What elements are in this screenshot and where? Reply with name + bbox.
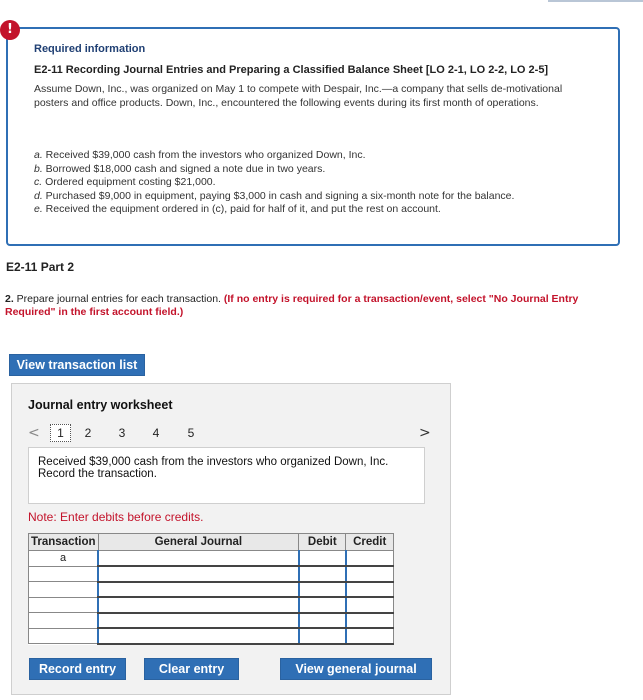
event-letter: b. bbox=[34, 162, 43, 175]
view-transaction-list-button[interactable]: View transaction list bbox=[9, 354, 145, 376]
event-text: Ordered equipment costing $21,000. bbox=[42, 176, 216, 189]
credit-input[interactable] bbox=[346, 613, 394, 629]
event-letter: a. bbox=[34, 149, 43, 161]
debit-input[interactable] bbox=[299, 628, 346, 644]
debit-input[interactable] bbox=[299, 613, 346, 629]
event-text: Received $39,000 cash from the investors who organized Down, Inc. bbox=[42, 149, 366, 161]
credit-input[interactable] bbox=[346, 597, 394, 613]
transaction-cell bbox=[29, 597, 99, 613]
event-item bbox=[34, 163, 514, 177]
view-general-journal-button[interactable]: View general journal bbox=[280, 658, 432, 680]
event-list bbox=[34, 149, 514, 217]
event-letter: e. bbox=[34, 203, 43, 216]
column-header-debit: Debit bbox=[299, 534, 346, 551]
chevron-right-icon[interactable]: > bbox=[419, 425, 431, 441]
column-header-general-journal: General Journal bbox=[98, 534, 299, 551]
transaction-description: Received $39,000 cash from the investors who organized Down, Inc. Record the transaction. bbox=[28, 447, 425, 504]
account-input[interactable] bbox=[98, 613, 299, 629]
debit-input[interactable] bbox=[299, 551, 346, 567]
credit-input[interactable] bbox=[346, 628, 394, 644]
account-input[interactable] bbox=[98, 582, 299, 598]
instruction-body: Prepare journal entries for each transaction. bbox=[13, 293, 224, 305]
journal-entry-worksheet bbox=[11, 383, 451, 695]
page-3-tab[interactable]: 3 bbox=[118, 426, 126, 440]
instruction-note: (If no entry is required for a transaction/event, select "No Journal Entry Required" in the first account field.) bbox=[5, 293, 579, 318]
transaction-cell bbox=[29, 566, 99, 582]
part-title: E2-11 Part 2 bbox=[6, 260, 75, 274]
journal-table bbox=[28, 533, 394, 645]
credit-input[interactable] bbox=[346, 566, 394, 582]
event-item bbox=[34, 203, 514, 217]
alert-icon: ! bbox=[0, 20, 20, 40]
event-text: Received the equipment ordered in (c), paid for half of it, and put the rest on account. bbox=[42, 203, 441, 216]
credit-input[interactable] bbox=[346, 551, 394, 567]
event-item bbox=[34, 176, 514, 190]
event-text: Purchased $9,000 in equipment, paying $3,000 in cash and signing a six-month note for the balance. bbox=[42, 189, 515, 202]
column-header-transaction: Transaction bbox=[29, 534, 99, 551]
debit-input[interactable] bbox=[299, 582, 346, 598]
chevron-left-icon[interactable]: < bbox=[28, 425, 40, 441]
worksheet-title: Journal entry worksheet bbox=[28, 398, 173, 412]
event-text: Borrowed $18,000 cash and signed a note due in two years. bbox=[42, 162, 326, 175]
top-divider bbox=[548, 0, 643, 2]
debits-note: Note: Enter debits before credits. bbox=[28, 510, 204, 524]
transaction-cell bbox=[29, 582, 99, 598]
journal-header-row bbox=[29, 534, 394, 551]
page-1-tab[interactable]: 1 bbox=[50, 424, 71, 442]
instruction-number: 2. bbox=[5, 293, 14, 305]
instruction-text bbox=[5, 293, 615, 319]
journal-row bbox=[29, 551, 394, 567]
event-letter: c. bbox=[34, 176, 43, 189]
debit-input[interactable] bbox=[299, 566, 346, 582]
transaction-cell: a bbox=[29, 551, 99, 567]
journal-row bbox=[29, 566, 394, 582]
journal-row bbox=[29, 582, 394, 598]
account-input[interactable] bbox=[98, 628, 299, 644]
credit-input[interactable] bbox=[346, 582, 394, 598]
account-input[interactable] bbox=[98, 597, 299, 613]
account-input[interactable] bbox=[98, 551, 299, 567]
column-header-credit: Credit bbox=[346, 534, 394, 551]
account-input[interactable] bbox=[98, 566, 299, 582]
transaction-cell bbox=[29, 613, 99, 629]
page-4-tab[interactable]: 4 bbox=[152, 426, 160, 440]
event-letter: d. bbox=[34, 189, 43, 202]
event-item bbox=[34, 149, 514, 163]
journal-row bbox=[29, 597, 394, 613]
debit-input[interactable] bbox=[299, 597, 346, 613]
event-item bbox=[34, 190, 514, 204]
exercise-title: E2-11 Recording Journal Entries and Preparing a Classified Balance Sheet [LO 2-1, LO 2-2, LO 2-5] bbox=[34, 64, 549, 76]
page-2-tab[interactable]: 2 bbox=[84, 426, 92, 440]
journal-row bbox=[29, 628, 394, 644]
required-information-label: Required information bbox=[34, 43, 146, 55]
exercise-intro: Assume Down, Inc., was organized on May 1 to compete with Despair, Inc.—a company that sells de-motivational posters and office products. Down, Inc., encountered the following events during its first month of operations. bbox=[34, 83, 563, 109]
page-5-tab[interactable]: 5 bbox=[187, 426, 195, 440]
journal-row bbox=[29, 613, 394, 629]
record-entry-button[interactable]: Record entry bbox=[29, 658, 126, 680]
transaction-cell bbox=[29, 628, 99, 644]
clear-entry-button[interactable]: Clear entry bbox=[144, 658, 239, 680]
